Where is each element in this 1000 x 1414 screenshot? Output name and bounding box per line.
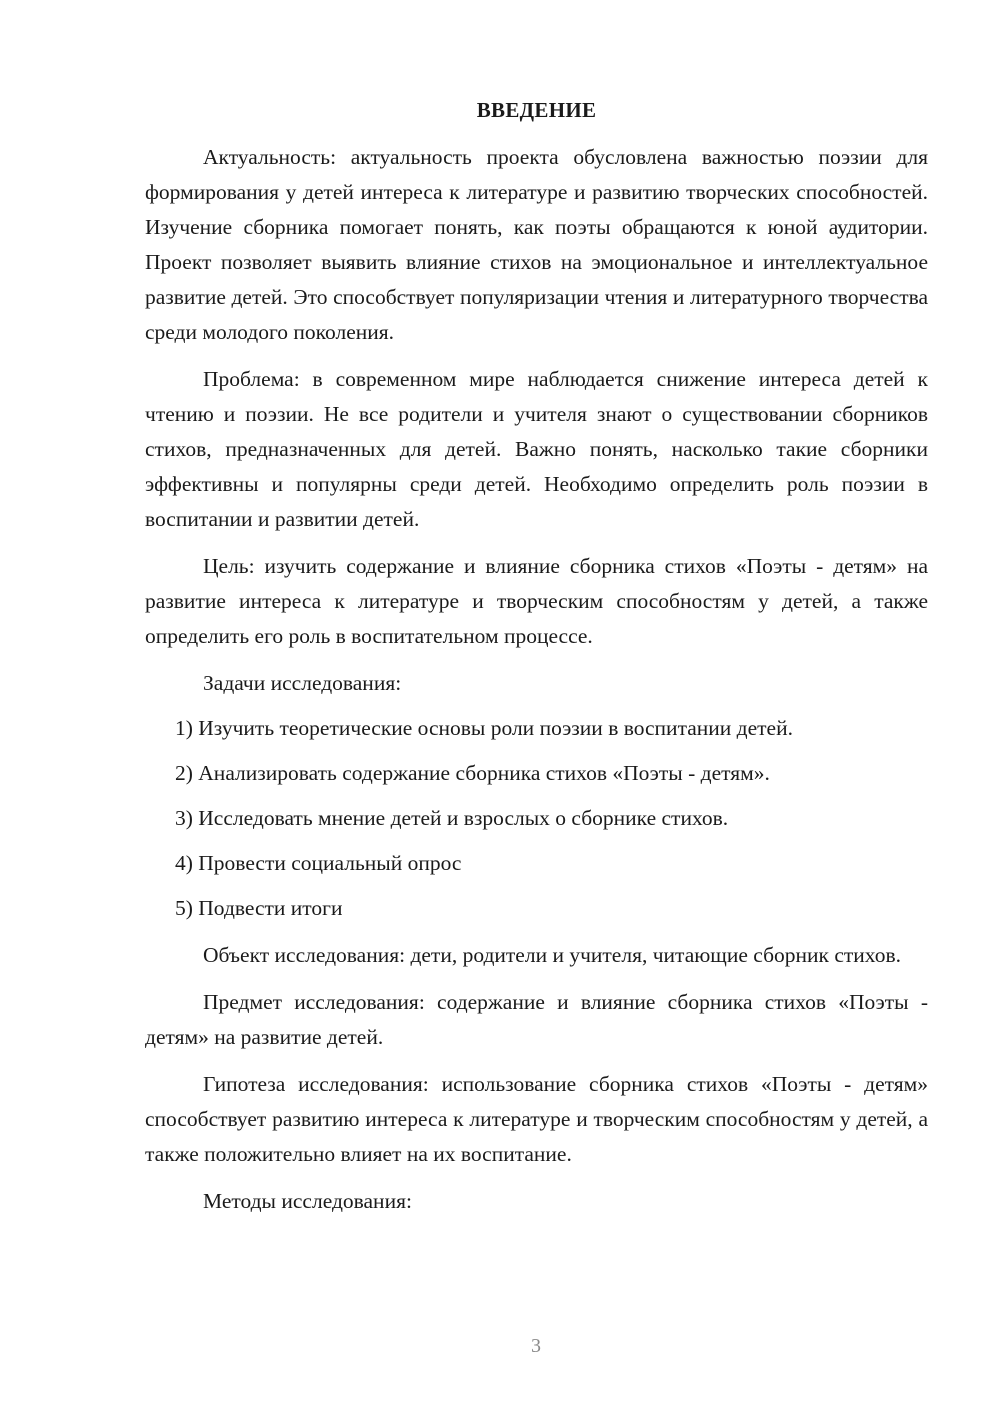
list-item: 1) Изучить теоретические основы роли поэзии в воспитании детей.: [175, 716, 793, 740]
paragraph-relevance: Актуальность: актуальность проекта обусловлена важностью поэзии для формирования у детей интереса к литературе и развитию творческих способностей. Изучение сборника помогает понять, как поэты обращаются к юной аудитории. Проект позволяет выявить влияние стихов на эмоциональное и интеллектуальное развитие детей. Это способствует популяризации чтения и литературного творчества среди молодого поколения.: [145, 145, 928, 344]
paragraph-subject: Предмет исследования: содержание и влияние сборника стихов «Поэты - детям» на развитие детей.: [145, 990, 928, 1049]
list-item: 3) Исследовать мнение детей и взрослых о сборнике стихов.: [175, 806, 729, 830]
document-page: [145, 92, 928, 1219]
paragraph-object: Объект исследования: дети, родители и учителя, читающие сборник стихов.: [203, 943, 902, 967]
paragraph-problem: Проблема: в современном мире наблюдается снижение интереса детей к чтению и поэзии. Не все родители и учителя знают о существовании сборников стихов, предназначенных для детей. Важно понять, насколько такие сборники эффективны и популярны среди детей. Необходимо определить роль поэзии в воспитании и развитии детей.: [145, 367, 928, 531]
paragraph-methods-heading: Методы исследования:: [203, 1189, 412, 1213]
paragraph-goal: Цель: изучить содержание и влияние сборника стихов «Поэты - детям» на развитие интереса к литературе и творческим способностям у детей, а также определить его роль в воспитательном процессе.: [145, 554, 928, 648]
list-item: 4) Провести социальный опрос: [175, 851, 462, 875]
list-item: 5) Подвести итоги: [175, 896, 343, 920]
section-title: ВВЕДЕНИЕ: [476, 98, 597, 122]
paragraph-hypothesis: Гипотеза исследования: использование сборника стихов «Поэты - детям» способствует развитию интереса к литературе и творческим способностям у детей, а также положительно влияет на их воспитание.: [145, 1072, 928, 1166]
paragraph-tasks-heading: Задачи исследования:: [203, 671, 402, 695]
page-number: 3: [531, 1335, 541, 1357]
tasks-list: [145, 711, 928, 926]
list-item: 2) Анализировать содержание сборника стихов «Поэты - детям».: [175, 761, 770, 785]
